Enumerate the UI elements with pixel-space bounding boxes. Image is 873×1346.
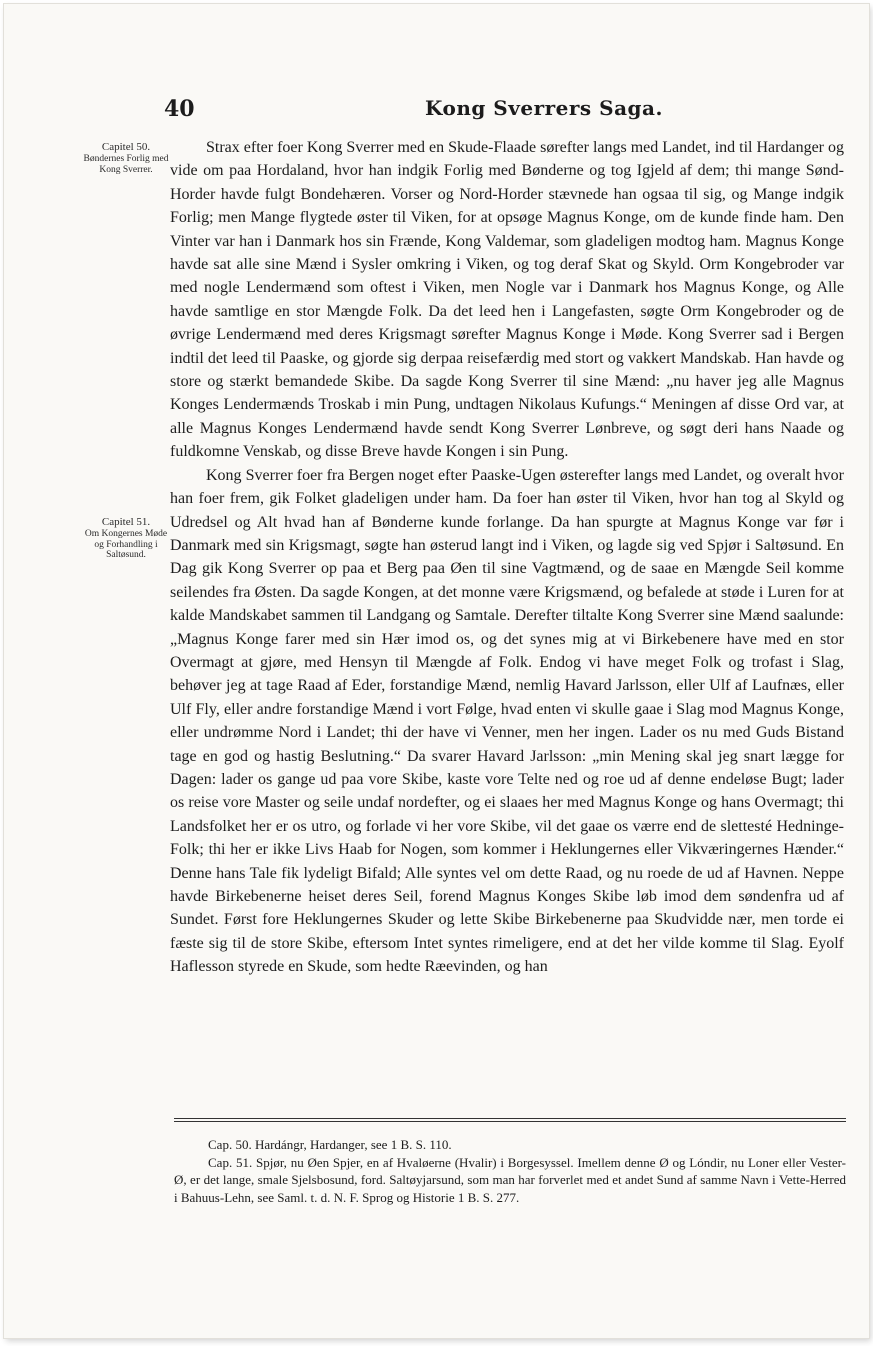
sidenote-chapter-label: Capitel 51. [101,516,151,528]
paragraph-chapter-50: Strax efter foer Kong Sverrer med en Skude-Flaade sørefter langs med Landet, ind til Hardanger og vide om paa Hordaland, hvor han indgik Forlig med Bønderne og tog Igjeld af dem; thi mange Sønd-Horder havde fulgt Bondehæren. Vorser og Nord-Horder stævnede han ogsaa til sig, og Mange indgik Forlig; men Mange flygtede øster til Viken, for at opsøge Magnus Konge, om de kunde finde ham. Den Vinter var han i Danmark hos sin Frænde, Kong Valdemar, som gladeligen modtog ham. Magnus Konge havde sat alle sine Mænd i Sysler omkring i Viken, og tog deraf Skat og Skyld. Orm Kongebroder var med nogle Lendermænd som oftest i Viken, men Nogle var i Danmark hos Magnus Konge, og Alle havde samtlige en stor Mængde Folk. Da det leed hen i Langefasten, søgte Orm Kongebroder og de øvrige Lendermænd med deres Krigsmagt sørefter Magnus Konge i Møde. Kong Sverrer sad i Bergen indtil det leed til Paaske, og gjorde sig derpaa reisefærdig med stort og vakkert Mandskab. Han havde og store og stærkt bemandede Skibe. Da sagde Kong Sverrer til sine Mænd: „nu haver jeg alle Magnus Konges Lendermænds Troskab i min Pung, undtagen Nikolaus Kufungs.“ Meningen af disse Ord var, at alle Magnus Konges Lendermænd havde sendt Kong Sverrer Lønbreve, og søgt deri hans Naade og fuldkomne Venskab, og disse Breve havde Kongen i sin Pung. [170,139,844,461]
footnote-chapter-51: Cap. 51. Spjør, nu Øen Spjer, en af Hvaløerne (Hvalir) i Borgesyssel. Imellem denne Ø og Lóndir, nu Loner eller Vester-Ø, er det lange, smale Sjelsbosund, ford. Saltøyjarsund, som man har forverlet med et andet Sund af samme Navn i Vette-Herred i Bahuus-Lehn, see Saml. t. d. N. F. Sprog og Historie 1 B. S. 277. [174,1154,846,1205]
footnote-divider [174,1118,846,1122]
sidenote-summary: Om Kongernes Møde og Forhandling i Saltøsund. [84,529,168,560]
sidenote-chapter-label: Capitel 50. [101,141,151,153]
sidenote-chapter-51 [80,515,172,561]
page-number: 40 [164,96,195,122]
running-title: Kong Sverrers Saga. [425,96,663,120]
sidenote-summary: Bøndernes Forlig med Kong Sverrer. [83,154,169,175]
footnotes [174,1136,846,1206]
footnote-chapter-50: Cap. 50. Hardángr, Hardanger, see 1 B. S. 110. [208,1137,452,1152]
sidenote-chapter-50 [80,140,172,175]
main-text [170,136,844,979]
book-page [4,4,869,1338]
paragraph-chapter-51: Kong Sverrer foer fra Bergen noget efter Paaske-Ugen østerefter langs med Landet, og overalt hvor han foer frem, gik Folket gladeligen under ham. Da foer han øster til Viken, hvor han tog al Skyld og Udredsel og Alt hvad han af Bønderne kunde forlange. Da han spurgte at Magnus Konge var før i Danmark med sin Krigsmagt, søgte han østerud langt ind i Viken, og lagde sig ved Spjør i Saltøsund. En Dag gik Kong Sverrer op paa et Berg paa Øen til sine Vagtmænd, og de saae en Mængde Seil komme seilendes fra Østen. Da sagde Kongen, at det monne være Krigsmænd, og befalede at støde i Luren for at kalde Mandskabet sammen til Landgang og Samtale. Derefter tiltalte Kong Sverrer sine Mænd saalunde: „Magnus Konge farer med sin Hær imod os, og det synes mig at vi Birkebenere have med en stor Overmagt at gjøre, med Hensyn til Mængde af Folk. Endog vi have meget Folk og trofast i Slag, behøver jeg at tage Raad af Eder, forstandige Mænd, nemlig Havard Jarlsson, eller Ulf af Laufnæs, eller Ulf Fly, eller andre forstandige Mænd i vort Følge, hvad enten vi skulle gaae i Slag mod Magnus Konge, eller undrømme Nord i Landet; thi der have vi Venner, men her ingen. Lader os nu med Guds Bistand tage en god og hastig Beslutning.“ Da svarer Havard Jarlsson: „min Mening skal jeg snart lægge for Dagen: lader os gange ud paa vore Skibe, kaste vore Telte ned og roe ud af denne endeløse Bugt; lader os reise vore Master og seile undaf nordefter, og ei slaaes her med Magnus Konge og hans Overmagt; thi Landsfolket her er os utro, og forlade vi her vore Skibe, vil det gaae os værre end de slettesté Hedninge-Folk; thi her er ikke Livs Haab for Nogen, som kommer i Heklungernes eller Vikværingernes Hænder.“ Denne hans Tale fik lydeligt Bifald; Alle syntes vel om dette Raad, og nu roede de ud af Havnen. Neppe havde Birkebenerne heiset deres Seil, forend Magnus Konges Skibe løb imod dem søndenfra ud af Sundet. Først fore Heklungernes Skuder og lette Skibe Birkebenerne paa Skudvidde nær, men torde ei fæste sig til de store Skibe, eftersom Intet syntes rimeligere, end at det her vilde komme til Slag. Eyolf Haflesson styrede en Skude, som hedte Ræevinden, og han [170,466,844,976]
